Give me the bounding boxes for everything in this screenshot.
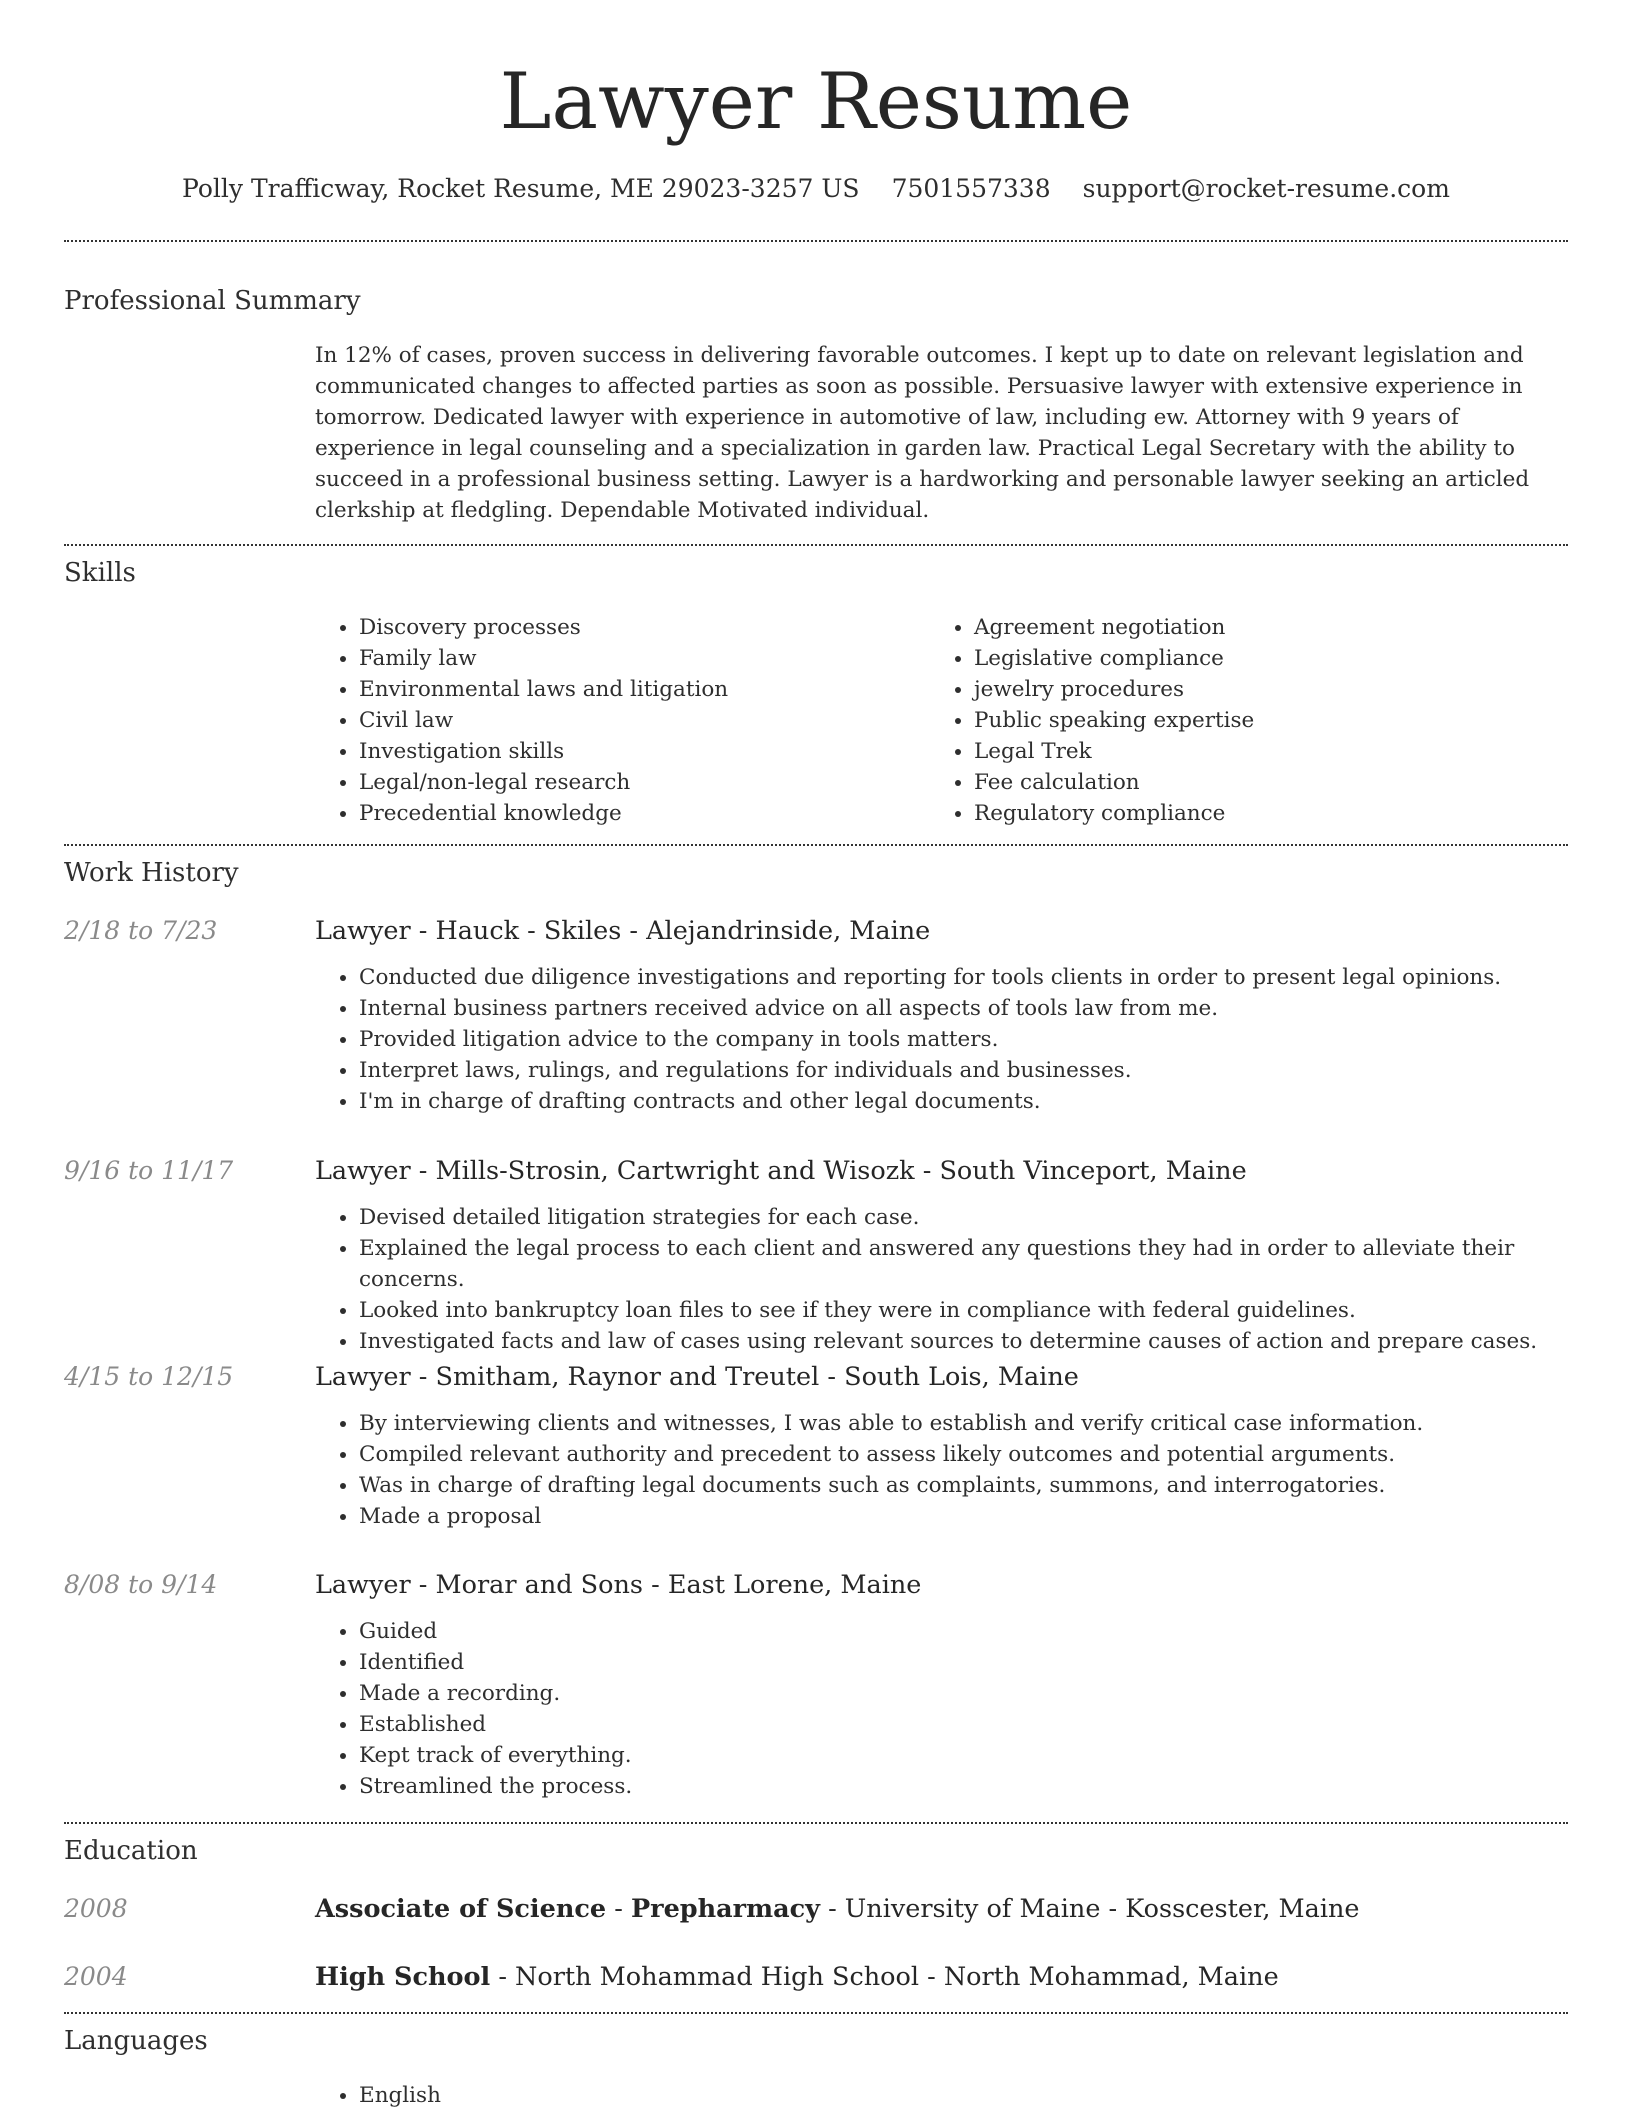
- skill-item: • Public speaking expertise: [974, 705, 1490, 736]
- skill-item: • Legal/non-legal research: [359, 767, 875, 798]
- contact-email: support@rocket-resume.com: [1082, 174, 1450, 203]
- job-bullet: • Established: [359, 1709, 1568, 1740]
- skill-item: • Regulatory compliance: [974, 798, 1490, 829]
- education-degree: High School: [315, 1962, 491, 1992]
- job-bullet: • Guided: [359, 1616, 1568, 1647]
- job-bullet: • I'm in charge of drafting contracts and other legal documents.: [359, 1086, 1568, 1117]
- contact-address: Polly Trafficway, Rocket Resume, ME 29023-3257 US: [182, 174, 860, 203]
- section-divider: [64, 1822, 1568, 1824]
- section-heading-summary: Professional Summary: [64, 286, 361, 316]
- education-degree: Associate of Science: [315, 1894, 607, 1924]
- skill-item: • Discovery processes: [359, 612, 875, 643]
- job-bullet: • Made a recording.: [359, 1678, 1568, 1709]
- section-heading-languages: Languages: [64, 2026, 208, 2056]
- job-entry: [315, 914, 1568, 1117]
- job-entry: [315, 1154, 1568, 1357]
- job-title: Lawyer - Morar and Sons - East Lorene, Maine: [315, 1570, 922, 1600]
- education-school: - North Mohammad High School - North Mohammad, Maine: [490, 1962, 1279, 1992]
- section-divider: [64, 2012, 1568, 2014]
- job-bullet: • Devised detailed litigation strategies for each case.: [359, 1202, 1568, 1233]
- contact-phone: 7501557338: [891, 174, 1051, 203]
- job-title: Lawyer - Mills-Strosin, Cartwright and Wisozk - South Vinceport, Maine: [315, 1156, 1247, 1186]
- job-bullet: • By interviewing clients and witnesses, I was able to establish and verify critical case information.: [359, 1408, 1568, 1439]
- job-dates: 9/16 to 11/17: [64, 1156, 234, 1185]
- section-heading-skills: Skills: [64, 558, 136, 588]
- education-school: - University of Maine - Kosscester, Maine: [819, 1894, 1360, 1924]
- skill-item: • Legal Trek: [974, 736, 1490, 767]
- language-item: • English: [359, 2080, 1568, 2111]
- resume-title: Lawyer Resume: [499, 57, 1133, 147]
- skill-item: • Agreement negotiation: [974, 612, 1490, 643]
- job-bullet: • Conducted due diligence investigations and reporting for tools clients in order to present legal opinions.: [359, 962, 1568, 993]
- summary-text: In 12% of cases, proven success in delivering favorable outcomes. I kept up to date on relevant legislation and communicated changes to affected parties as soon as possible. Persuasive lawyer with extensive experience in tomorrow. Dedicated lawyer with experience in automotive of law, including ew. Attorney with 9 years of experience in legal counseling and a specialization in garden law. Practical Legal Secretary with the ability to succeed in a professional business setting. Lawyer is a hardworking and personable lawyer seeking an articled clerkship at fledgling. Dependable Motivated individual.: [315, 343, 1530, 523]
- job-entry: [315, 1568, 1568, 1802]
- skill-item: • Family law: [359, 643, 875, 674]
- education-entry: [315, 1960, 1279, 1994]
- education-separator: -: [606, 1894, 631, 1924]
- job-entry: [315, 1360, 1568, 1532]
- job-title: Lawyer - Hauck - Skiles - Alejandrinside, Maine: [315, 916, 931, 946]
- job-bullet: • Provided litigation advice to the company in tools matters.: [359, 1024, 1568, 1055]
- skills-column-left: [315, 612, 875, 829]
- job-dates: 8/08 to 9/14: [64, 1570, 218, 1599]
- job-bullet: • Was in charge of drafting legal documents such as complaints, summons, and interrogatories.: [359, 1470, 1568, 1501]
- skill-item: • Precedential knowledge: [359, 798, 875, 829]
- education-field: Prepharmacy: [630, 1894, 820, 1924]
- skill-item: • Fee calculation: [974, 767, 1490, 798]
- education-entry: [315, 1892, 1360, 1926]
- skills-column-right: [930, 612, 1490, 829]
- languages-list: [315, 2080, 1568, 2111]
- section-divider: [64, 544, 1568, 546]
- job-bullet: • Kept track of everything.: [359, 1740, 1568, 1771]
- job-dates: 2/18 to 7/23: [64, 916, 218, 945]
- education-year: 2008: [64, 1894, 128, 1923]
- job-bullet: • Investigated facts and law of cases using relevant sources to determine causes of action and prepare cases.: [359, 1326, 1568, 1357]
- job-bullet: • Identified: [359, 1647, 1568, 1678]
- education-year: 2004: [64, 1962, 128, 1991]
- section-divider: [64, 240, 1568, 242]
- job-bullet: • Interpret laws, rulings, and regulations for individuals and businesses.: [359, 1055, 1568, 1086]
- section-divider: [64, 844, 1568, 846]
- skill-item: • Legislative compliance: [974, 643, 1490, 674]
- job-title: Lawyer - Smitham, Raynor and Treutel - South Lois, Maine: [315, 1362, 1079, 1392]
- section-heading-work: Work History: [64, 858, 239, 888]
- job-bullet: • Compiled relevant authority and precedent to assess likely outcomes and potential arguments.: [359, 1439, 1568, 1470]
- job-bullet: • Explained the legal process to each client and answered any questions they had in order to alleviate their concerns.: [359, 1233, 1568, 1295]
- job-bullet: • Made a proposal: [359, 1501, 1568, 1532]
- skill-item: • Investigation skills: [359, 736, 875, 767]
- job-bullet: • Streamlined the process.: [359, 1771, 1568, 1802]
- skill-item: • jewelry procedures: [974, 674, 1490, 705]
- section-heading-education: Education: [64, 1836, 198, 1866]
- job-dates: 4/15 to 12/15: [64, 1362, 234, 1391]
- skill-item: • Civil law: [359, 705, 875, 736]
- job-bullet: • Internal business partners received advice on all aspects of tools law from me.: [359, 993, 1568, 1024]
- contact-line: [64, 172, 1568, 206]
- skill-item: • Environmental laws and litigation: [359, 674, 875, 705]
- job-bullet: • Looked into bankruptcy loan files to see if they were in compliance with federal guidelines.: [359, 1295, 1568, 1326]
